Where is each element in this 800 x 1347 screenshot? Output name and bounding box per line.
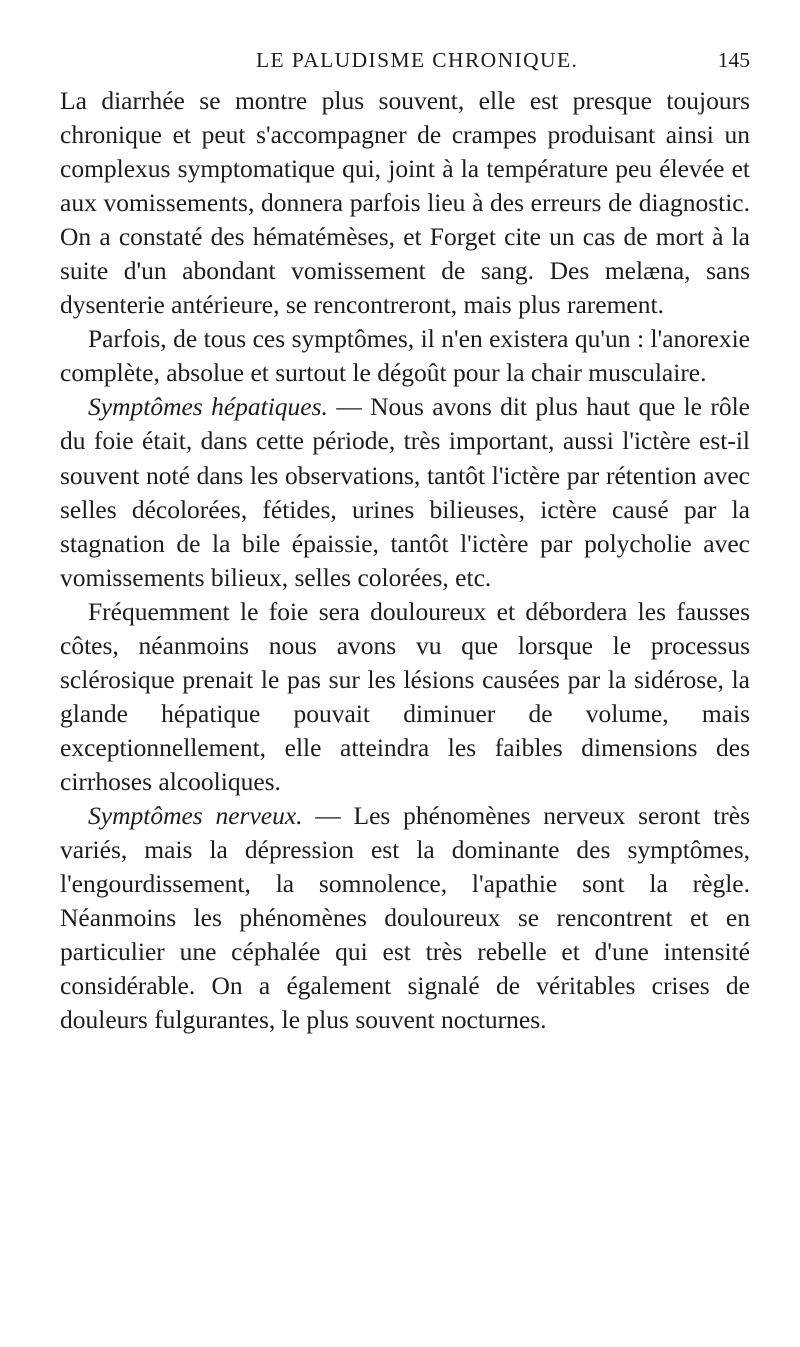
paragraph-text: La diarrhée se montre plus souvent, elle est presque toujours chronique et peut s'accompagner de crampes produisant ainsi un complexus symptomatique qui, joint à la température peu élevée et aux vomissements, donnera parfois lieu à des erreurs de diagnostic. On a constaté des hématémèses, et Forget cite un cas de mort à la suite d'un abondant vomissement de sang. Des melæna, sans dysenterie antérieure, se rencontreront, mais plus rarement. (60, 86, 750, 320)
section-heading-hepatic: Symptômes hépatiques. (88, 392, 328, 422)
paragraph-hepatic-symptoms (60, 390, 750, 594)
running-title: LE PALUDISME CHRONIQUE. (256, 48, 579, 72)
paragraph-nervous-symptoms (60, 799, 750, 1037)
paragraph-diarrhea (60, 84, 750, 322)
paragraph-text: — Nous avons dit plus haut que le rôle du foie était, dans cette période, très important, aussi l'ictère est-il souvent noté dans les observations, tantôt l'ictère par rétention avec selles décolorées, fétides, urines bilieuses, ictère causé par la stagnation de la bile épaissie, tantôt l'ictère par polycholie avec vomissements bilieux, selles colorées, etc. (60, 392, 750, 592)
page-number: 145 (717, 48, 750, 72)
paragraph-liver-pain (60, 595, 750, 799)
paragraph-text: Fréquemment le foie sera douloureux et débordera les fausses côtes, néanmoins nous avons vu que lorsque le processus sclérosique prenait le pas sur les lésions causées par la sidérose, la glande hépatique pouvait diminuer de volume, mais exceptionnellement, elle atteindra les faibles dimensions des cirrhoses alcooliques. (60, 596, 750, 796)
paragraph-text: Parfois, de tous ces symptômes, il n'en existera qu'un : l'anorexie complète, absolue et surtout le dégoût pour la chair musculaire. (60, 324, 750, 388)
paragraph-anorexia (60, 322, 750, 390)
body-text (60, 84, 750, 1037)
section-heading-nervous: Symptômes nerveux. (88, 800, 303, 830)
paragraph-text: — Les phénomènes nerveux seront très variés, mais la dépression est la dominante des symptômes, l'engourdissement, la somnolence, l'apathie sont la règle. Néanmoins les phénomènes douloureux se rencontrent et en particulier une céphalée qui est très rebelle et d'une intensité considérable. On a également signalé de véritables crises de douleurs fulgurantes, le plus souvent nocturnes. (60, 800, 751, 1035)
page-header (60, 48, 750, 78)
